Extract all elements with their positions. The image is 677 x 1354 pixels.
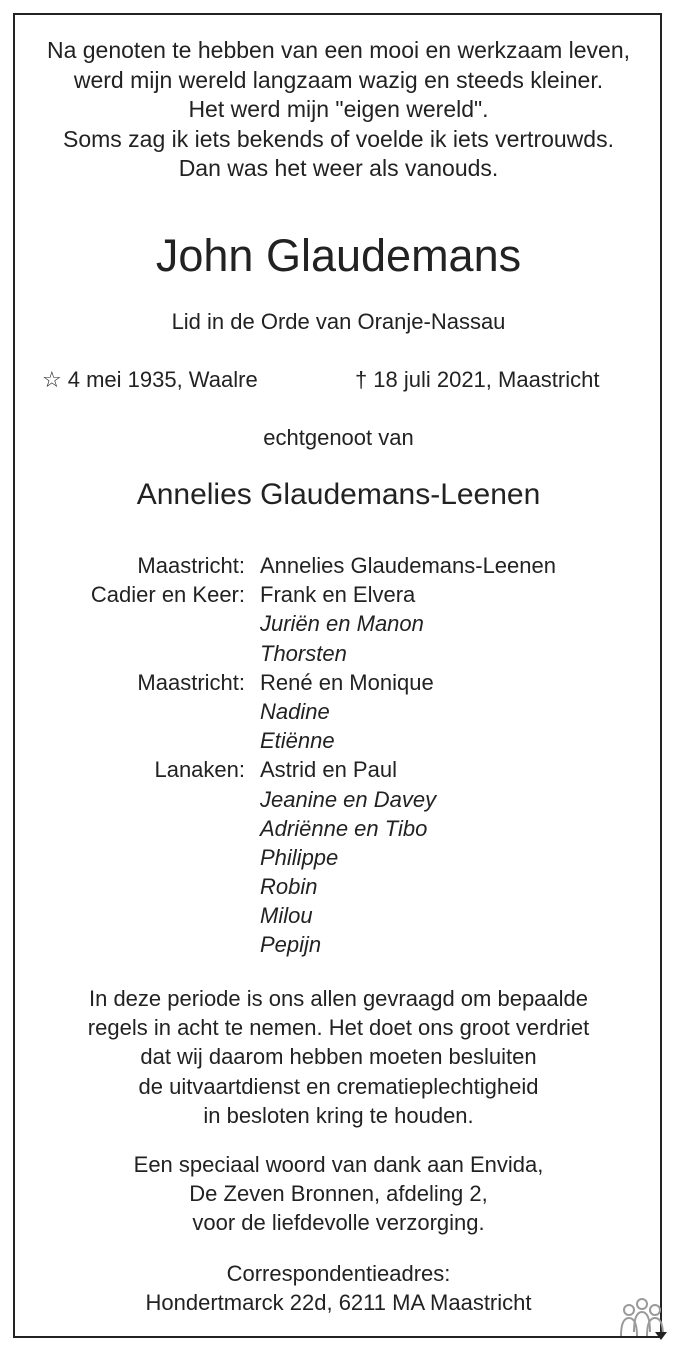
spouse-label: echtgenoot van xyxy=(263,425,414,450)
poem xyxy=(0,36,677,184)
family-row xyxy=(0,901,677,930)
family-row xyxy=(0,755,677,784)
family-place: Maastricht: xyxy=(137,553,245,578)
people-group-icon[interactable] xyxy=(615,1296,671,1344)
family-row xyxy=(0,785,677,814)
cross-icon: † xyxy=(355,367,368,392)
family-member: Thorsten xyxy=(260,640,347,666)
poem-line: werd mijn wereld langzaam wazig en steeds kleiner. xyxy=(73,66,604,93)
family-row xyxy=(0,930,677,959)
birth-date-place: 4 mei 1935, Waalre xyxy=(67,367,258,392)
family-row xyxy=(0,639,677,668)
family-member: Nadine xyxy=(260,698,330,724)
family-row xyxy=(0,726,677,755)
honor-line: Lid in de Orde van Oranje-Nassau xyxy=(171,309,506,334)
poem-line: Het werd mijn "eigen wereld". xyxy=(188,96,489,122)
thanks-line: voor de liefdevolle verzorging. xyxy=(192,1210,485,1236)
thanks-line: De Zeven Bronnen, afdeling 2, xyxy=(189,1181,488,1207)
death-date-place: 18 juli 2021, Maastricht xyxy=(373,367,600,392)
notice-line: dat wij daarom hebben moeten besluiten xyxy=(140,1044,537,1070)
poem-line: Na genoten te hebben van een mooi en werkzaam leven, xyxy=(46,37,631,63)
family-member: Etiënne xyxy=(260,728,335,754)
family-place: Maastricht: xyxy=(137,669,245,695)
notice-line: de uitvaartdienst en crematieplechtigheid xyxy=(138,1073,539,1099)
birth-info xyxy=(42,366,258,394)
family-place: Cadier en Keer: xyxy=(90,582,245,608)
family-row xyxy=(0,843,677,872)
family-row xyxy=(0,668,677,697)
family-member: Astrid en Paul xyxy=(260,757,397,783)
thanks-line: Een speciaal woord van dank aan Envida, xyxy=(133,1152,544,1177)
address-label: Correspondentieadres: xyxy=(226,1261,451,1286)
family-row xyxy=(0,872,677,901)
family-row xyxy=(0,551,677,580)
spouse-name: Annelies Glaudemans-Leenen xyxy=(136,478,541,511)
deceased-name: John Glaudemans xyxy=(155,230,522,281)
family-row xyxy=(0,609,677,638)
family-member: René en Monique xyxy=(260,669,434,695)
family-member: Philippe xyxy=(260,844,339,870)
family-place: Lanaken: xyxy=(154,757,245,783)
family-row xyxy=(0,814,677,843)
address-value: Hondertmarck 22d, 6211 MA Maastricht xyxy=(145,1290,532,1316)
notice-text xyxy=(0,984,677,1130)
notice-line: in besloten kring te houden. xyxy=(203,1102,474,1128)
notice-line: In deze periode is ons allen gevraagd om bepaalde xyxy=(88,986,589,1011)
family-member: Juriën en Manon xyxy=(260,611,424,637)
family-member: Adriënne en Tibo xyxy=(260,815,428,841)
death-info xyxy=(355,366,599,394)
poem-line: Soms zag ik iets bekends of voelde ik iets vertrouwds. xyxy=(63,125,614,152)
family-member: Annelies Glaudemans-Leenen xyxy=(260,553,556,578)
thanks-text xyxy=(0,1150,677,1238)
poem-line: Dan was het weer als vanouds. xyxy=(178,155,499,181)
family-member: Robin xyxy=(260,874,318,900)
family-member: Pepijn xyxy=(260,932,322,958)
notice-line: regels in acht te nemen. Het doet ons groot verdriet xyxy=(87,1015,590,1041)
arrow-down-icon xyxy=(655,1332,667,1340)
family-member: Jeanine en Davey xyxy=(260,786,437,812)
family-row xyxy=(0,580,677,609)
family-row xyxy=(0,697,677,726)
star-icon: ☆ xyxy=(42,367,62,392)
correspondence-address xyxy=(0,1259,677,1317)
family-member: Frank en Elvera xyxy=(260,582,416,608)
family-member: Milou xyxy=(260,903,313,929)
family-list xyxy=(0,551,677,960)
